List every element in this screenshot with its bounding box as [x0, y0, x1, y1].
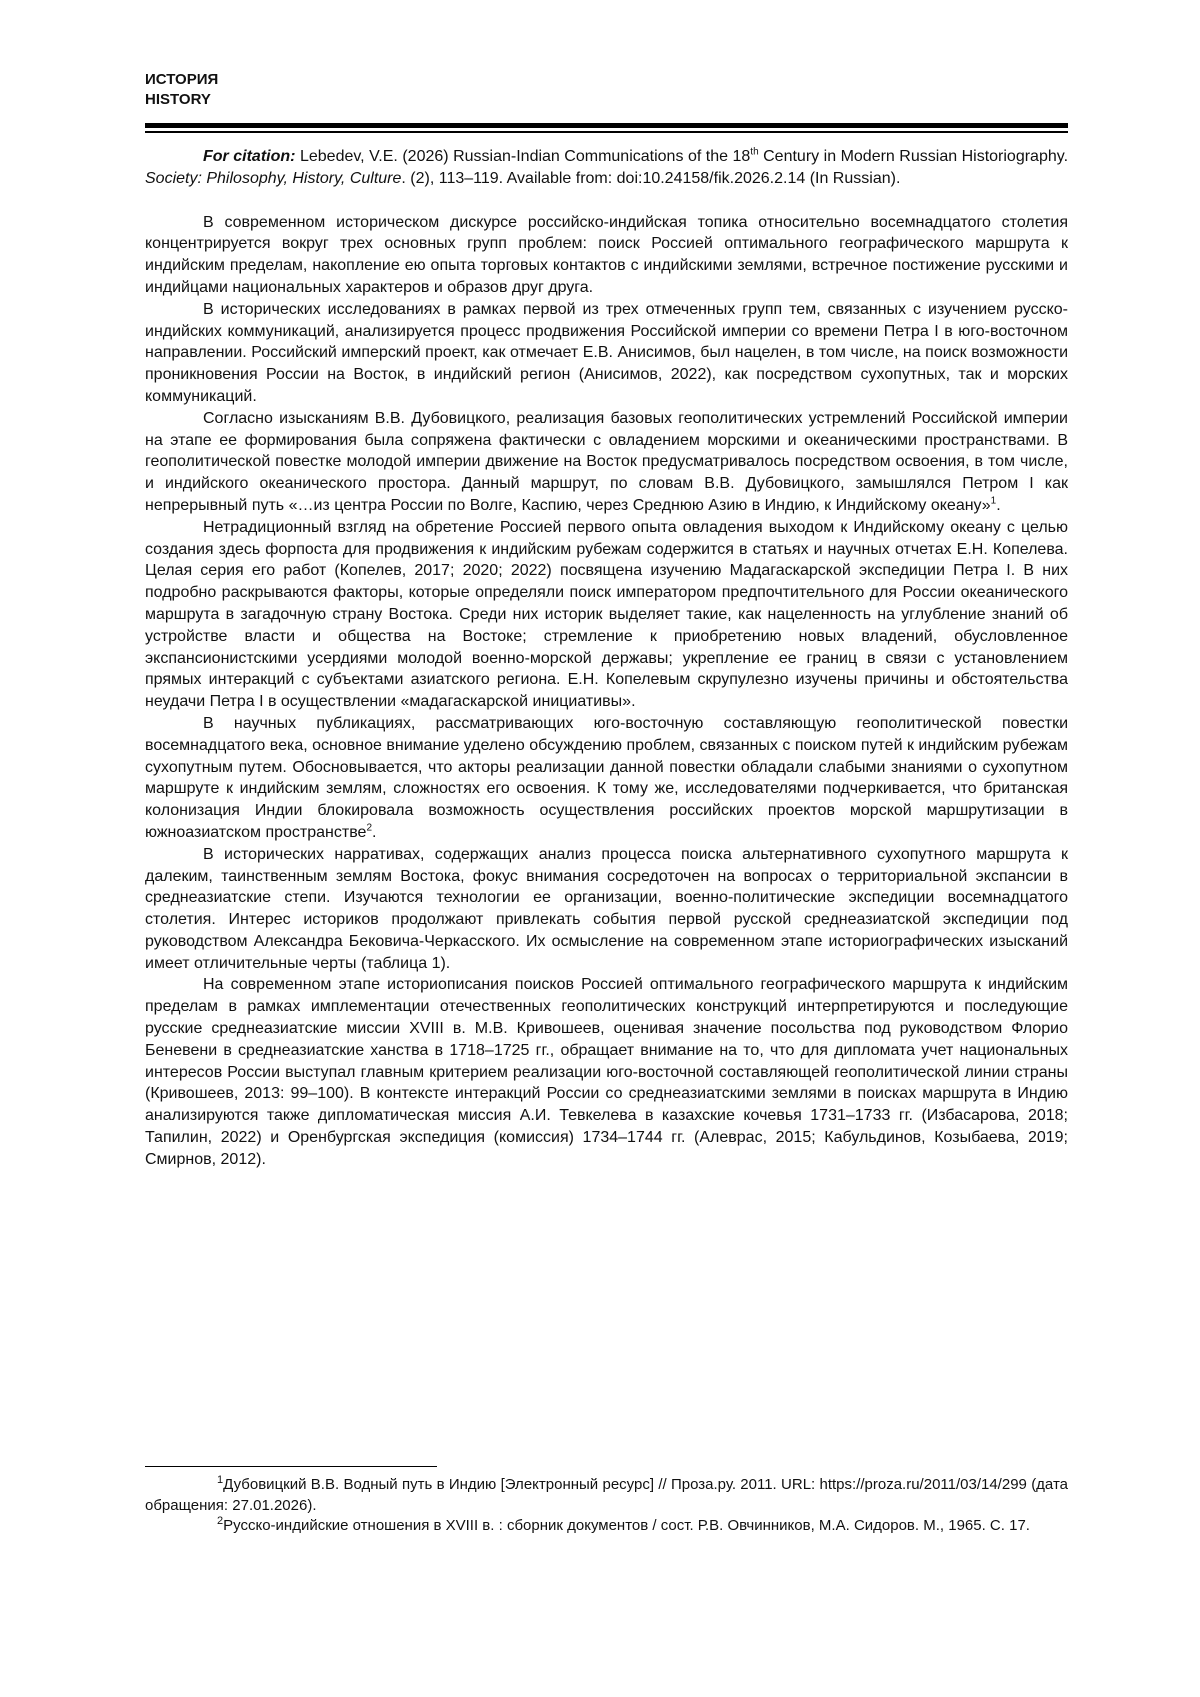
- section-title-en: HISTORY: [145, 91, 211, 108]
- citation-block: [145, 146, 1068, 190]
- paragraph-2: В исторических исследованиях в рамках первой из трех отмеченных групп тем, связанных с изучением русско-индийских коммуникаций, анализируется процесс продвижения Российской империи со времени Петра I в юго-восточном направлении. Российский имперский проект, как отмечает Е.В. Анисимов, был нацелен, в том числе, на поиск возможности проникновения России на Восток, в индийский регион (Анисимов, 2022), как посредством сухопутных, так и морских коммуникаций.: [145, 300, 1068, 405]
- footnote-text: Русско-индийские отношения в XVIII в. : сборник документов / сост. Р.В. Овчинников, М.А. Сидоров. М., 1965. С. 17.: [223, 1517, 1030, 1534]
- paragraph-1: В современном историческом дискурсе российско-индийская топика относительно восемнадцатого столетия концентрируется вокруг трех основных групп проблем: поиск Россией оптимального географического маршрута к индийским пределам, накопление ею опыта торговых контактов с индийскими землями, встречное постижение русскими и индийцами национальных характеров и образов друг друга.: [145, 213, 1068, 296]
- paragraph-3: [145, 408, 1068, 517]
- citation-text-part2: Century in Modern Russian Historiography.: [758, 148, 1069, 165]
- paragraph-3-end: .: [996, 496, 1001, 514]
- footnote-2: 2Русско-индийские отношения в XVIII в. : сборник документов / сост. Р.В. Овчинников, М.А. Сидоров. М., 1965. С. 17.: [217, 1515, 1030, 1534]
- section-title-ru: ИСТОРИЯ: [145, 71, 219, 88]
- citation-journal: Society: Philosophy, History, Culture: [145, 169, 402, 187]
- section-header: [145, 70, 218, 110]
- paragraph-3-text: Согласно изысканиям В.В. Дубовицкого, реализация базовых геополитических устремлений Российской империи на этапе ее формирования была сопряжена фактически с овладением морскими и океаническими пространствами. В геополитической повестке молодой империи движение на Восток предусматривалось посредством освоения, в том числе, и индийского океанического простора. Данный маршрут, по словам В.В. Дубовицкого, замышлялся Петром I как непрерывный путь «…из центра России по Волге, Каспию, через Среднюю Азию в Индию, к Индийскому океану»: [145, 409, 1068, 514]
- citation-text-part3: . (2), 113–119. Available from: doi:10.24158/fik.2026.2.14 (In Russian).: [401, 169, 901, 187]
- footnote-separator: [145, 1466, 437, 1467]
- article-body: [145, 146, 1068, 1171]
- citation-text-part1: Lebedev, V.E. (2026) Russian-Indian Communications of the 18: [295, 148, 751, 165]
- footnote-ref-2[interactable]: 2: [366, 822, 372, 834]
- paragraph-6: В исторических нарративах, содержащих анализ процесса поиска альтернативного сухопутного маршрута к далеким, таинственным землям Востока, фокус внимания сосредоточен на вопросах о территориальной экспансии в среднеазиатские степи. Изучаются технологии ее организации, военно-политические экспедиции восемнадцатого столетия. Интерес историков продолжают привлекать события первой русской среднеазиатской экспедиции под руководством Александра Бековича-Черкасского. Их осмысление на современном этапе историографических изысканий имеет отличительные черты (таблица 1).: [145, 845, 1068, 972]
- citation-sup: th: [750, 146, 759, 158]
- citation-label: For citation:: [203, 148, 296, 165]
- paragraph-5-end: .: [372, 823, 377, 841]
- footnote-ref-1[interactable]: 1: [990, 495, 997, 507]
- footnote-text: Дубовицкий В.В. Водный путь в Индию [Электронный ресурс] // Проза.ру. 2011. URL: https://proza.ru/2011/03/14/299 (дата обращения: 27.01.2026).: [145, 1476, 1068, 1514]
- header-rule-thick: [145, 123, 1068, 128]
- main-text: [145, 212, 1068, 1171]
- footnotes: [145, 1466, 1068, 1537]
- header-rule-thin: [145, 131, 1068, 133]
- paragraph-7: На современном этапе историописания поисков Россией оптимального географического маршрута к индийским пределам в рамках имплементации отечественных геополитических конструкций интерпретируются и последующие русские среднеазиатские миссии XVIII в. М.В. Кривошеев, оценивая значение посольства под руководством Флорио Беневени в среднеазиатские ханства в 1718–1725 гг., обращает внимание на то, что для дипломата учет национальных интересов России выступал главным критерием реализации юго-восточной составляющей геополитической линии страны (Кривошеев, 2013: 99–100). В контексте интеракций России со среднеазиатскими землями в поисках маршрута в Индию анализируются также дипломатическая миссия А.И. Тевкелева в казахские кочевья 1731–1733 гг. (Избасарова, 2018; Тапилин, 2022) и Оренбургская экспедиция (комиссия) 1734–1744 гг. (Алеврас, 2015; Кабульдинов, Козыбаева, 2019; Смирнов, 2012).: [145, 976, 1068, 1168]
- citation-paragraph: [145, 146, 1068, 190]
- paragraph-5: [145, 713, 1068, 844]
- footnote-1: 1Дубовицкий В.В. Водный путь в Индию [Электронный ресурс] // Проза.ру. 2011. URL: https://proza.ru/2011/03/14/299 (дата обращения: 27.01.2026).: [145, 1474, 1068, 1514]
- paragraph-5-text: В научных публикациях, рассматривающих юго-восточную составляющую геополитической повестки восемнадцатого века, основное внимание уделено обсуждению проблем, связанных с поиском путей к индийским рубежам сухопутным путем. Обосновывается, что акторы реализации данной повестки обладали слабыми знаниями о сухопутном маршруте к индийским землям, сложностях его освоения. К тому же, исследователями подчеркивается, что британская колонизация Индии блокировала возможность осуществления российских проектов морской маршрутизации в южноазиатском пространстве: [145, 714, 1068, 841]
- paragraph-4: Нетрадиционный взгляд на обретение Россией первого опыта овладения выходом к Индийскому океану с целью создания здесь форпоста для продвижения к индийским рубежам содержится в статьях и научных отчетах Е.Н. Копелева. Целая серия его работ (Копелев, 2017; 2020; 2022) посвящена изучению Мадагаскарской экспедиции Петра I. В них подробно раскрываются факторы, которые определяли поиск императором предпочтительного для России океанического маршрута в загадочную страну Востока. Среди них историк выделяет такие, как нацеленность на углубление знаний об устройстве власти и общества на Востоке; стремление к приобретению новых владений, обусловленное экспансионистскими усердиями молодой военно-морской державы; укрепление ее границ в связи с установлением прямых интеракций с субъектами азиатского региона. Е.Н. Копелевым скрупулезно изучены причины и обстоятельства неудачи Петра I в осуществлении «мадагаскарской инициативы».: [145, 518, 1068, 711]
